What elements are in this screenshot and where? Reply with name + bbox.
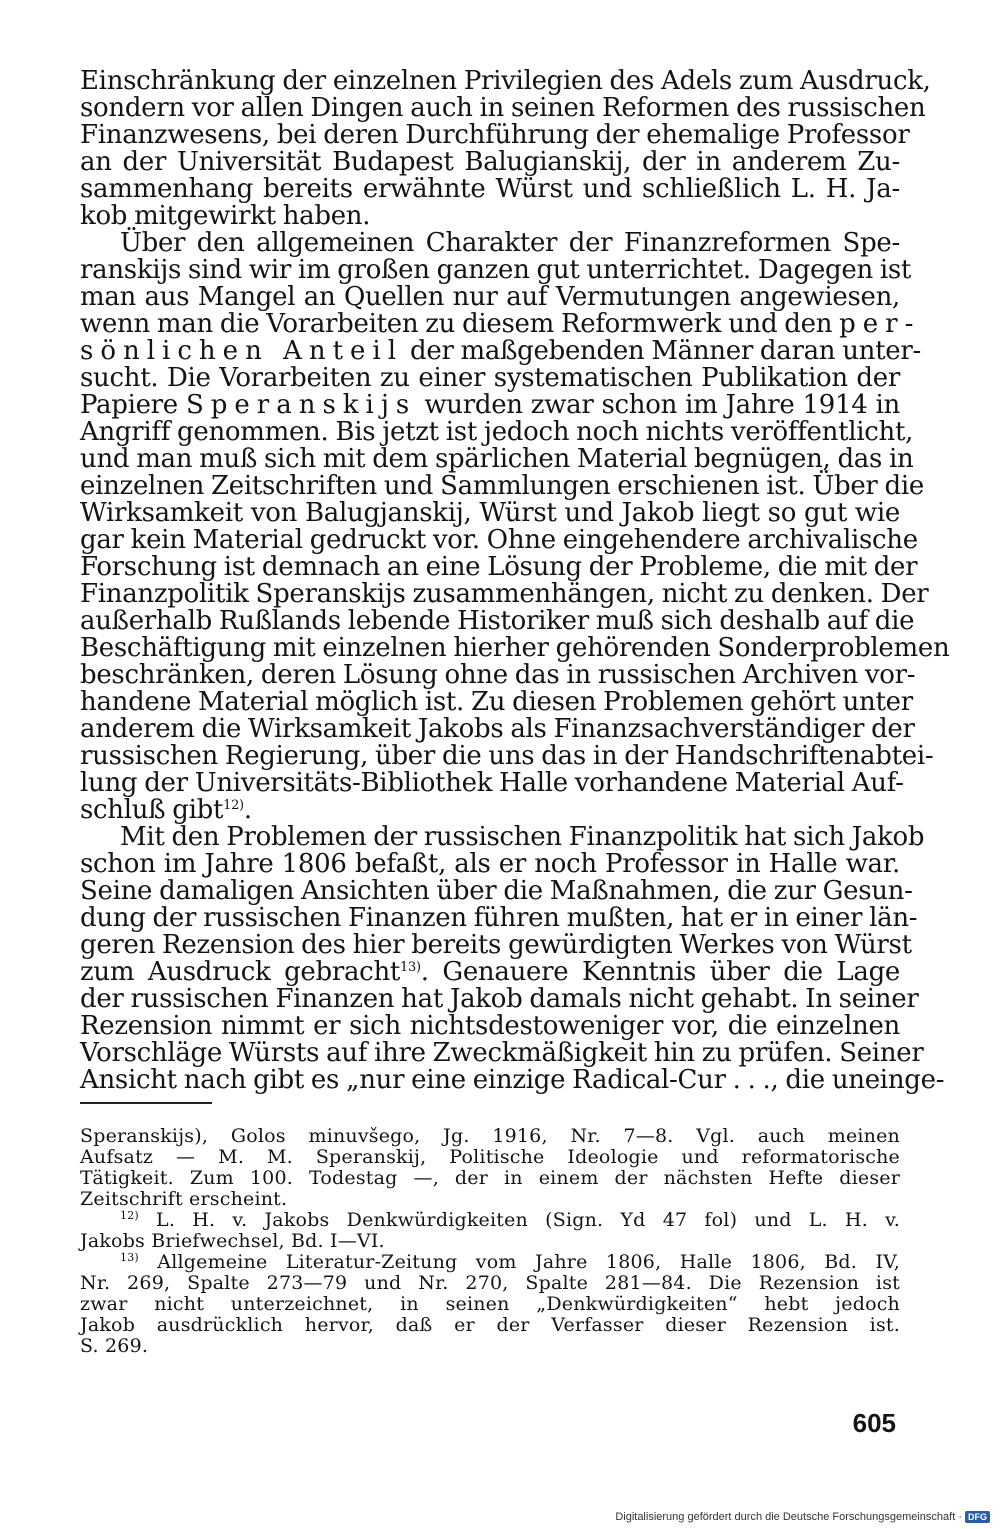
text-span: wenn man die Vorarbeiten zu diesem Reformwerk und den [80, 309, 840, 339]
text-line: Über den allgemeinen Charakter der Finanzreformen Spe- [120, 228, 900, 258]
footnote-line: Jakob ausdrücklich hervor, daß er der Verfasser dieser Rezension ist. [80, 1314, 900, 1336]
text-line: ranskijs sind wir im großen ganzen gut unterrichtet. Dagegen ist [80, 255, 912, 285]
text-line: schon im Jahre 1806 befaßt, als er noch Professor in Halle war. [80, 849, 900, 879]
text-line [80, 336, 921, 366]
footnote-divider [80, 1102, 212, 1104]
text-line: der russischen Finanzen hat Jakob damals nicht gehabt. In seiner [80, 984, 919, 1014]
dfg-logo-icon: DFG [965, 1511, 990, 1523]
text-line: außerhalb Rußlands lebende Historiker muß sich deshalb auf die [80, 606, 915, 636]
text-line: man aus Mangel an Quellen nur auf Vermutungen angewiesen, [80, 282, 900, 312]
paragraph-3 [80, 822, 945, 1095]
text-line: und man muß sich mit dem spärlichen Material begnügen, das in [80, 444, 914, 474]
footnote-marker: 12) [120, 1209, 139, 1222]
spaced-emphasis: per- [839, 309, 921, 339]
text-line: Beschäftigung mit einzelnen hierher gehörenden Sonderproblemen [80, 633, 950, 663]
text-span: . [243, 795, 252, 825]
text-span: der maßgebenden Männer daran unter- [403, 336, 921, 366]
text-line: Finanzwesens, bei deren Durchführung der ehemalige Professor [80, 120, 910, 150]
text-line: anderem die Wirksamkeit Jakobs als Finanzsachverständiger der [80, 714, 915, 744]
footnote-line: Aufsatz — M. M. Speranskij, Politische Ideologie und reformatorische [80, 1146, 900, 1168]
footnote-line: Tätigkeit. Zum 100. Todestag —, der in einem der nächsten Hefte dieser [80, 1167, 900, 1189]
text-line: gar kein Material gedruckt vor. Ohne eingehendere archivalische [80, 525, 918, 555]
footnote-ref-13[interactable]: 13) [400, 960, 421, 975]
text-span: Papiere [80, 390, 186, 420]
text-line: Einschränkung der einzelnen Privilegien des Adels zum Ausdruck, [80, 66, 931, 96]
text-span: Allgemeine Literatur-Zeitung vom Jahre 1806, Halle 1806, Bd. IV, [138, 1251, 900, 1273]
footnote-line: Zeitschrift erscheint. [80, 1188, 288, 1210]
text-line: kob mitgewirkt haben. [80, 201, 371, 231]
paragraph-2 [80, 228, 950, 825]
text-span: . Genauere Kenntnis über die Lage [420, 957, 900, 987]
footnotes [80, 1126, 900, 1357]
text-span: zum Ausdruck gebracht [80, 957, 401, 987]
text-span: wurden zwar schon im Jahre 1914 in [416, 390, 900, 420]
footnote-12 [80, 1210, 900, 1231]
footnote-ref-12[interactable]: 12) [223, 798, 244, 813]
footnote-line: Speranskijs), Golos minuvšego, Jg. 1916, Nr. 7—8. Vgl. auch meinen [80, 1125, 900, 1147]
text-line: Seine damaligen Ansichten über die Maßnahmen, die zur Gesun- [80, 876, 913, 906]
text-line [80, 797, 900, 824]
text-line [80, 392, 900, 419]
text-line: sondern vor allen Dingen auch in seinen Reformen des russischen [80, 93, 926, 123]
footnote-line: Nr. 269, Spalte 273—79 und Nr. 270, Spalte 281—84. Die Rezension ist [80, 1272, 900, 1294]
credit-text: Digitalisierung gefördert durch die Deutsche Forschungsgemeinschaft · [615, 1511, 962, 1523]
footnote-line: zwar nicht unterzeichnet, in seinen „Denkwürdigkeiten“ hebt jedoch [80, 1293, 900, 1315]
text-span: L. H. v. Jakobs Denkwürdigkeiten (Sign. Yd 47 fol) und L. H. v. [138, 1209, 900, 1231]
text-line: Wirksamkeit von Balugjanskij, Würst und Jakob liegt so gut wie [80, 498, 900, 528]
text-line: Ansicht nach gibt es „nur eine einzige Radical-Cur . . ., die uneinge- [80, 1065, 945, 1095]
text-span: schluß gibt [80, 795, 224, 825]
text-line: beschränken, deren Lösung ohne das in russischen Archiven vor- [80, 660, 916, 690]
text-line: einzelnen Zeitschriften und Sammlungen erschienen ist. Über die [80, 471, 924, 501]
book-page [80, 66, 950, 1357]
text-line: Vorschläge Würsts auf ihre Zweckmäßigkeit hin zu prüfen. Seiner [80, 1038, 924, 1068]
text-line: Rezension nimmt er sich nichtsdestoweniger vor, die einzelnen [80, 1011, 900, 1041]
text-line [80, 959, 900, 986]
text-line: Finanzpolitik Speranskijs zusammenhängen, nicht zu denken. Der [80, 579, 929, 609]
footnote-line: Jakobs Briefwechsel, Bd. I—VI. [80, 1230, 385, 1252]
footnote-marker: 13) [120, 1251, 139, 1264]
text-line: Forschung ist demnach an eine Lösung der Probleme, die mit der [80, 552, 918, 582]
text-line: geren Rezension des hier bereits gewürdigten Werkes von Würst [80, 930, 912, 960]
text-line: sammenhang bereits erwähnte Würst und schließlich L. H. Ja- [80, 174, 900, 204]
text-line: Mit den Problemen der russischen Finanzpolitik hat sich Jakob [120, 822, 925, 852]
text-line: sucht. Die Vorarbeiten zu einer systematischen Publikation der [80, 363, 900, 393]
page-number: 605 [852, 1408, 896, 1438]
text-line: russischen Regierung, über die uns das in der Handschriftenabtei- [80, 741, 934, 771]
paragraph-1 [80, 66, 931, 231]
footnote-13 [80, 1252, 900, 1273]
text-line [80, 309, 921, 339]
spaced-emphasis: Speranskijs [185, 390, 417, 420]
text-line: handene Material möglich ist. Zu diesen Problemen gehört unter [80, 687, 913, 717]
footnote-line: S. 269. [80, 1335, 149, 1357]
spaced-emphasis: sönlichen Anteil [80, 336, 404, 366]
text-line: an der Universität Budapest Balugianskij, der in anderem Zu- [80, 147, 900, 177]
text-line: dung der russischen Finanzen führen mußten, hat er in einer län- [80, 903, 918, 933]
digitization-credit [615, 1511, 990, 1523]
text-line: Angriff genommen. Bis jetzt ist jedoch noch nichts veröffentlicht, [80, 417, 914, 447]
text-line: lung der Universitäts-Bibliothek Halle vorhandene Material Auf- [80, 768, 904, 798]
